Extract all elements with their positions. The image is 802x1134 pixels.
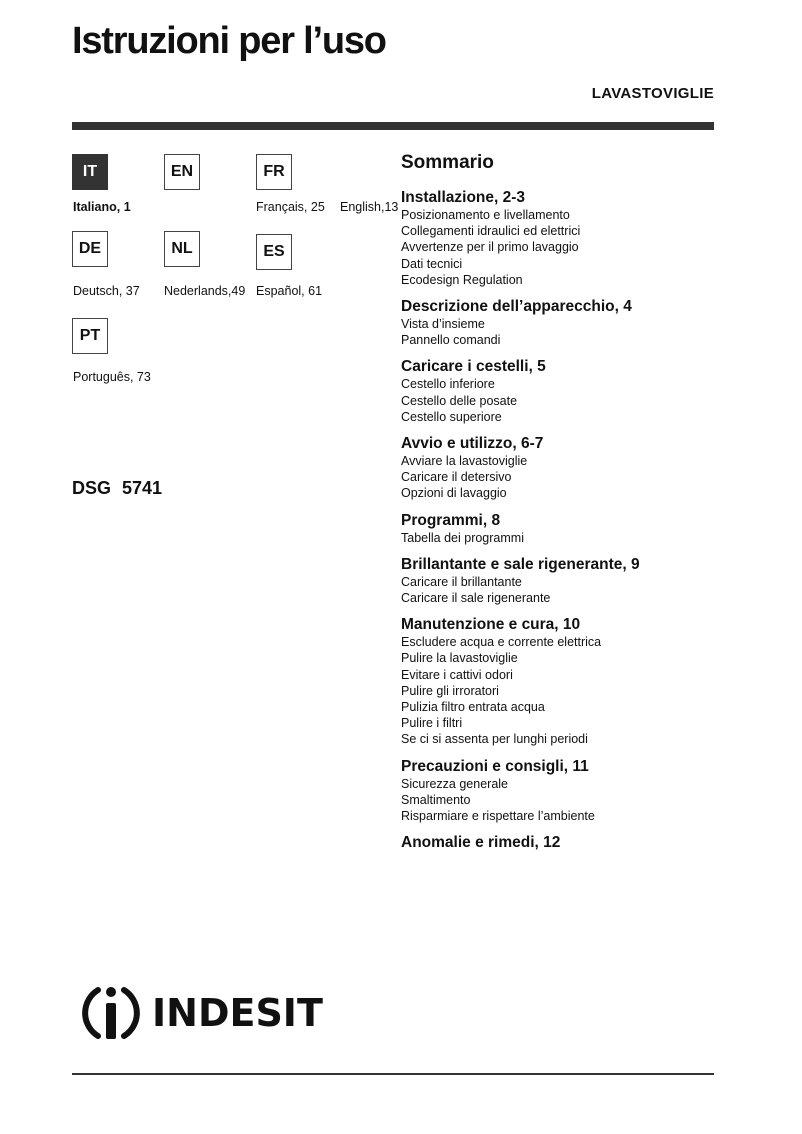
lang-label-en[interactable]: English,13 [340,200,399,214]
toc-section [401,555,721,606]
lang-label-es[interactable]: Español, 61 [256,284,323,298]
lang-label-it[interactable]: Italiano, 1 [73,200,131,214]
lang-box-fr[interactable]: FR [256,154,292,190]
toc-item[interactable]: Pulizia filtro entrata acqua [401,700,545,715]
brand-logo [78,980,323,1046]
toc-section [401,434,721,502]
toc-item[interactable]: Collegamenti idraulici ed elettrici [401,224,581,239]
lang-label-fr[interactable]: Français, 25 [256,200,325,214]
toc-section-title[interactable]: Programmi, 8 [401,511,501,529]
indesit-logo-icon [78,980,144,1046]
toc-section [401,357,721,425]
toc-section-title[interactable]: Brillantante e sale rigenerante, 9 [401,555,640,573]
lang-box-en[interactable]: EN [164,154,200,190]
lang-label-nl[interactable]: Nederlands,49 [164,284,246,298]
toc-item[interactable]: Caricare il sale rigenerante [401,591,551,606]
toc-item[interactable]: Posizionamento e livellamento [401,208,570,222]
lang-box-it[interactable]: IT [72,154,108,190]
toc-item[interactable]: Vista d’insieme [401,317,485,332]
model-number: DSG 5741 [72,478,163,498]
toc-item[interactable]: Cestello inferiore [401,377,495,392]
toc-heading: Sommario [401,152,494,173]
toc-item[interactable]: Avviare la lavastoviglie [401,454,528,469]
lang-box-es[interactable]: ES [256,234,292,270]
toc-item[interactable]: Dati tecnici [401,256,463,271]
footer-divider [72,1073,714,1075]
toc-section-title[interactable]: Caricare i cestelli, 5 [401,358,546,376]
toc-section-title[interactable]: Installazione, 2-3 [401,189,526,206]
toc-section-title[interactable]: Avvio e utilizzo, 6-7 [401,435,544,453]
toc-item[interactable]: Escludere acqua e corrente elettrica [401,635,602,650]
toc-item[interactable]: Sicurezza generale [401,776,509,791]
toc-section-title[interactable]: Descrizione dell’apparecchio, 4 [401,298,632,316]
toc-section-title[interactable]: Manutenzione e cura, 10 [401,616,581,634]
lang-box-de[interactable]: DE [72,231,108,267]
toc-item[interactable]: Tabella dei programmi [401,530,524,545]
toc-item[interactable]: Pannello comandi [401,333,501,348]
toc-item[interactable]: Pulire i filtri [401,716,463,731]
lang-box-pt[interactable]: PT [72,318,108,354]
product-category: LAVASTOVIGLIE [591,85,714,102]
toc-item[interactable]: Ecodesign Regulation [401,272,523,287]
table-of-contents [401,152,721,861]
toc-section [401,511,721,546]
toc-item[interactable]: Pulire la lavastoviglie [401,651,518,666]
toc-item[interactable]: Se ci si assenta per lunghi periodi [401,732,588,747]
lang-label-pt[interactable]: Português, 73 [73,370,151,384]
page-title: Istruzioni per l’uso [72,20,386,62]
lang-label-de[interactable]: Deutsch, 37 [73,284,140,298]
toc-item[interactable]: Evitare i cattivi odori [401,667,513,682]
toc-item[interactable]: Smaltimento [401,792,471,807]
header-divider [72,122,714,130]
toc-section-title[interactable]: Precauzioni e consigli, 11 [401,757,589,775]
toc-item[interactable]: Avvertenze per il primo lavaggio [401,240,579,255]
brand-name: INDESIT [152,991,323,1035]
toc-item[interactable]: Cestello superiore [401,409,502,424]
toc-section [401,833,721,852]
toc-section-title[interactable]: Anomalie e rimedi, 12 [401,834,561,852]
toc-sections [401,188,721,852]
toc-item[interactable]: Risparmiare e rispettare l’ambiente [401,809,595,824]
toc-section [401,297,721,348]
toc-section [401,188,721,288]
toc-item[interactable]: Pulire gli irroratori [401,683,499,698]
toc-item[interactable]: Cestello delle posate [401,393,518,408]
toc-item[interactable]: Opzioni di lavaggio [401,486,507,501]
toc-section [401,757,721,825]
toc-section [401,615,721,747]
toc-item[interactable]: Caricare il brillantante [401,574,522,589]
lang-box-nl[interactable]: NL [164,231,200,267]
toc-item[interactable]: Caricare il detersivo [401,470,512,485]
